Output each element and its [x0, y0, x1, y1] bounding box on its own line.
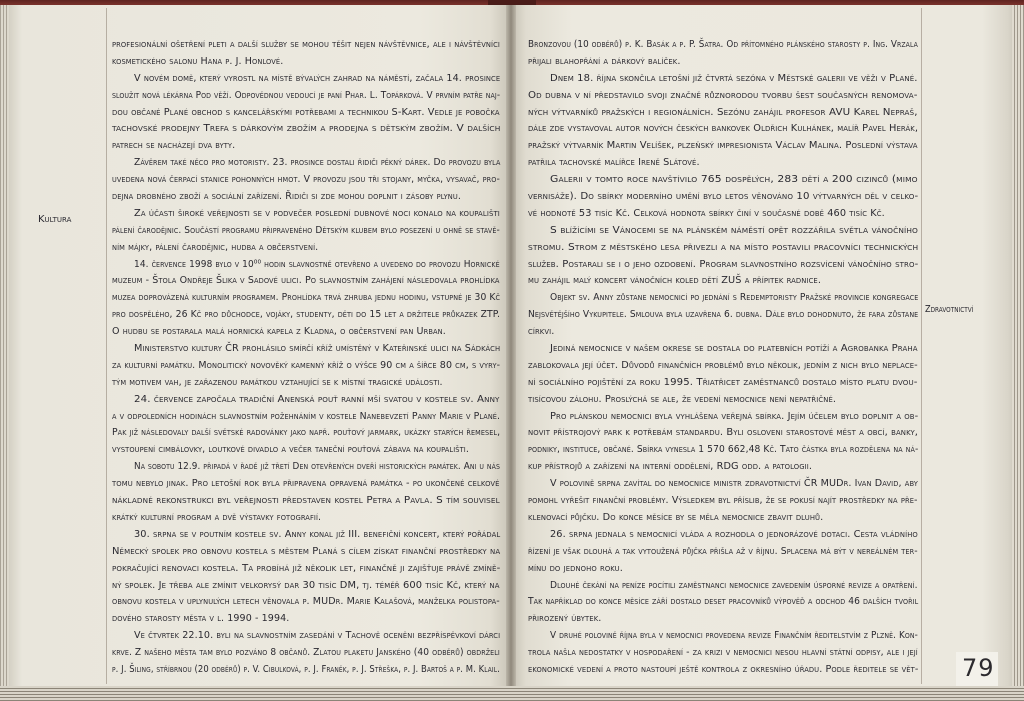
text-line: pomohl vyřešit finanční problémy. Výsledkem byl příslib, že se pokusí najít prostředky na pře- — [528, 495, 918, 507]
page-stack-edge — [0, 5, 9, 689]
text-line: přijali blahopřání a dárkový balíček. — [528, 55, 681, 67]
margin-note-kultura: Kultura — [38, 214, 72, 225]
text-line: V novém domě, který vyrostl na místě bývalých zahrad na náměstí, začala 14. prosince — [134, 72, 501, 84]
text-line: přirozený úbytek. — [528, 613, 602, 625]
text-line: zablokovala její účet. Důvodů finančních problémů bylo několik, jedním z nich bylo neplace- — [528, 359, 918, 371]
paragraph — [528, 37, 918, 71]
paragraph — [528, 578, 918, 629]
text-line: dového starosty města v l. 1990 - 1994. — [112, 613, 290, 625]
text-line: tomu nebylo jinak. Pro letošní rok byla připravena opravená památka - po ukončené celkové — [112, 478, 500, 490]
text-line: muzea doprovázená kulturním programem. Prohlídka trvá zhruba jednu hodinu, vstupné je 30 Kč — [112, 292, 501, 304]
text-line: ní sociálního pojištění za roku 1995. Třiatřicet zaměstnanců dostalo místo platu dvou- — [528, 376, 918, 388]
text-line: patrech se nacházejí dva byty. — [112, 140, 236, 152]
text-line: Dlouhé čekání na peníze pocítili zaměstnanci nemocnice zavedením úsporné revize a opatření. — [550, 579, 918, 591]
text-line: Za účasti široké veřejnosti se v podvečer poslední dubnové noci konalo na koupališti — [134, 207, 500, 219]
text-line: služeb. Postarali se i o jeho ozdobení. Program slavnostního rozsvícení vánočního stro- — [528, 258, 919, 270]
text-line: Pak již následovaly další světské radovánky jako např. pouťový jarmark, ukázky starých řemesel, — [112, 427, 501, 439]
paragraph — [528, 223, 918, 291]
text-line: ných výtvarníků pražských i regionálních. Sezónu zahájil profesor AVU Karel Nepraš, — [528, 106, 918, 118]
margin-rule — [921, 8, 922, 684]
paragraph — [528, 527, 918, 578]
text-line: kup přístrojů a zařízení na interní oddělení, RDG odd. a patologii. — [528, 461, 813, 473]
text-line: dou občané Plané obchod s kancelářskými potřebami a technikou S-Kart. Vedle je pobočka — [112, 106, 500, 118]
paragraph — [112, 71, 500, 155]
text-line: Jediná nemocnice v našem okrese se dostala do platebních potíží a Agrobanka Praha — [550, 343, 918, 355]
text-line: trola našla nedostatky v hospodaření - za krizi v nemocnici nesou hlavní státní odpisy, ale i její — [528, 647, 918, 659]
paragraph — [112, 341, 500, 392]
text-line: uvedena nová čerpací stanice pohonných hmot. V provozu jsou tři stojany, myčka, vysavač, pro- — [112, 174, 500, 186]
text-line: ním májky, pálení čarodějnic, hudba a občerstvení. — [112, 241, 319, 253]
text-line: S blížícími se Vánocemi se na plánském náměstí opět rozzářila světla vánočního — [550, 224, 918, 236]
paragraph — [528, 628, 918, 679]
text-line: dále zde vystavoval autor nových českých bankovek Oldřich Kulhánek, malíř Pavel Herák, — [528, 123, 919, 135]
paragraph — [528, 409, 918, 477]
text-line: Objekt sv. Anny zůstane nemocnicí po jednání s Redemptoristy Pražské provincie kongregace — [550, 292, 919, 304]
text-line: muzeum - Štola Ondřeje Šlika v Sadové ulici. Po slavnostním zahájení následovala prohlídka — [112, 275, 500, 287]
text-line: nákladné rekonstrukci byl veřejnosti představen kostel Petra a Pavla. S tím souvisel — [112, 495, 500, 507]
text-line: tachovské prodejny Trefa s dárkovým zbožím a prodejna s dětským zbožím. V dalších — [112, 123, 501, 135]
right-page-text — [528, 37, 918, 679]
paragraph — [112, 459, 500, 527]
left-page-text — [112, 37, 500, 679]
text-line: Galerii v tomto roce navštívilo 765 dospělých, 283 dětí a 200 cizinců (mimo — [550, 174, 918, 186]
text-line: Bronzovou (10 odběrů) p. K. Basák a p. P. Šatra. Od přítomného plánského starosty p. Ing. Vrzala — [528, 39, 918, 50]
paragraph — [112, 392, 500, 460]
text-line: sloužit nová lékárna Pod věží. Odpovědnou vedoucí je paní Phar. L. Topárková. V prvním patře naj- — [112, 89, 501, 101]
paragraph — [112, 155, 500, 206]
text-line: ný spolek. Je třeba ale zmínit velkorysý dar 30 tisíc DM, tj. téměř 600 tisíc Kč, který na — [112, 579, 500, 591]
text-line: mu zahájil malý koncert vánočních koled dětí ZUŠ a přípitek radnice. — [528, 275, 822, 287]
page-number: 79 — [962, 654, 995, 682]
text-line: Tak například do konce měsíce září dostalo deset pracovníků výpověď a odchod 46 dalších tvořil — [528, 596, 919, 608]
paragraph — [112, 628, 500, 679]
text-line: řízení je však dlouhá a tak vytoužená půjčka přišla až v říjnu. Splacena má být v nereálném ter- — [528, 545, 918, 557]
text-line: krátký kulturní program a dvě výstavky fotografií. — [112, 511, 322, 523]
text-line: tým motivem vah, je zařazenou památkou vztahující se k místní tragické události. — [112, 376, 443, 388]
paragraph — [112, 206, 500, 257]
text-line: Německý spolek pro obnovu kostela s městem Planá s cílem získat finanční prostředky na — [112, 545, 501, 557]
text-line: Od dubna v ní představilo svoji značně různorodou tvorbu šest současných renomova- — [528, 89, 918, 101]
text-line: pražský výtvarník Martin Velíšek, plzeňský impresionista Václav Malina. Poslední výstava — [528, 140, 918, 152]
paragraph — [528, 476, 918, 527]
text-line: dejna drobného zboží a sociální zařízení. Řidiči si zde mohou doplnit i zásoby plynu. — [112, 191, 461, 203]
book-gutter — [506, 5, 516, 689]
text-line: V druhé polovině října byla v nemocnici provedena revize Finančním ředitelstvím z Plzně. Kon- — [550, 630, 918, 642]
text-line: profesionální ošetření pleti a další služby se mohou těšit nejen návštěvnice, ale i návštěvníci — [112, 39, 500, 50]
text-line: obnovu kostela v uplynulých letech věnovala p. MUDr. Marie Kalašová, manželka polistopa- — [112, 596, 500, 608]
text-line: církvi. — [528, 326, 555, 338]
text-line: klenovací půjčku. Do konce měsíce by se měla nemocnice zbavit dluhů. — [528, 511, 824, 523]
margin-rule — [106, 8, 107, 684]
text-line: podniky, instituce, občané. Sbírka vynesla 1 570 662,48 Kč. Tato částka byla rozdělena na ná- — [528, 444, 919, 456]
text-line: novit přístrojový park k potřebám standardu. Byli osloveni starostové měst a obcí, banky, — [528, 427, 919, 439]
text-line: stromu. Strom z městského lesa přivezli a na místo postavili pracovníci technických — [528, 241, 919, 253]
paragraph — [112, 37, 500, 71]
text-line: vé hodnotě 53 tisíc Kč. Celková hodnota sbírky činí v současné době 460 tisíc Kč. — [528, 207, 885, 219]
margin-note-zdravotnictvi: Zdravotnictví — [925, 304, 974, 315]
text-line: tisícovou zálohu. Proslýchá se ale, že vedení nemocnice není nepatřičné. — [528, 393, 837, 405]
text-line: krve. Z našeho města tam bylo pozváno 8 občanů. Zlatou plaketu Janského (40 odběrů) obdrželi — [112, 647, 500, 659]
text-line: 14. července 1998 bylo v 10⁰⁰ hodin slavnostně otevřeno a uvedeno do provozu Hornické — [134, 258, 500, 270]
text-line: 26. srpna jednala s nemocnicí vláda a rozhodla o jednorázové dotaci. Cesta vládního — [550, 528, 918, 540]
text-line: Na sobotu 12.9. připadá v řadě již třetí Den otevřených dveří historických památek. Ani u nás — [134, 461, 500, 473]
text-line: mínu do jednoho roku. — [528, 562, 623, 574]
text-line: pro dospělého, 26 Kč pro důchodce, vojáky, studenty, děti do 15 let a držitele průkazek ZTP. — [112, 309, 501, 321]
text-line: a v odpoledních hodinách slavnostním požehnáním v kostele Nanebevzetí Panny Marie v Plané. — [112, 410, 501, 422]
paragraph — [528, 341, 918, 409]
paragraph — [112, 257, 500, 341]
text-line: vernisáže). Do sbírky moderního umění bylo letos věnováno 10 výtvarných děl v celko- — [528, 191, 919, 203]
text-line: Dnem 18. října skončila letošní již čtvrtá sezóna v Městské galerii ve věži v Plané. — [550, 72, 918, 84]
text-line: Ve čtvrtek 22.10. byli na slavnostním zasedání v Tachově oceněni bezpříspěvkoví dárci — [134, 630, 501, 642]
paragraph — [112, 527, 500, 628]
text-line: Závěrem také něco pro motoristy. 23. prosince dostali řidiči pěkný dárek. Do provozu byla — [134, 157, 501, 169]
text-line: za kulturní památku. Monolitický novověký kamenný kříž o výšce 90 cm a šířce 80 cm, s vyry- — [112, 359, 501, 371]
text-line: pálení čarodějnic. Součástí programu připraveného Dětským klubem bylo posezení u ohně se stavě- — [112, 224, 500, 236]
text-line: patřila tachovské malířce Ireně Slátové. — [528, 157, 700, 169]
text-line: pokračující renovaci kostela. Ta probíhá již několik let, finančně ji zajišťuje právě zmíně- — [112, 562, 501, 574]
text-line: Ministerstvo kultury ČR prohlásilo smírčí kříž umístěný v Kateřinské ulici na Sádkách — [134, 343, 501, 355]
text-line: 30. srpna se v poutním kostele sv. Anny konal již III. benefiční koncert, který pořádal — [134, 528, 501, 540]
text-line: Pro plánskou nemocnici byla vyhlášena veřejná sbírka. Jejím účelem bylo doplnit a ob- — [550, 410, 919, 422]
text-line: 24. července započala tradiční Anenská pouť ranní mší svatou v kostele sv. Anny — [134, 393, 500, 405]
text-line: Nejsvětějšího Vykupitele. Smlouva byla uzavřena 6. dubna. Dále bylo dohodnuto, že fara zůstane — [528, 309, 919, 321]
page-stack-edge — [1012, 5, 1024, 689]
text-line: ekonomické vedení a proto nastoupí ještě kontrola z okresního úřadu. Podle ředitele se vět- — [528, 663, 919, 675]
page-stack-bottom — [0, 686, 1024, 701]
text-line: vystoupení cimbálovky, loutkové divadlo a večer taneční pouťová zábava na koupališti. — [112, 444, 470, 456]
text-line: p. J. Šiling, stříbrnou (20 odběrů) p. V. Cibulková, p. J. Franěk, p. J. Střeška, p. J. Bartoš a p. M. Klail. — [112, 663, 500, 675]
text-line: O hudbu se postarala malá hornická kapela z Kladna, o občerstvení pan Urban. — [112, 326, 446, 338]
paragraph — [528, 71, 918, 172]
paragraph — [528, 290, 918, 341]
paragraph — [528, 172, 918, 223]
text-line: V polovině srpna zavítal do nemocnice ministr zdravotnictví ČR MUDr. Ivan David, aby — [550, 478, 918, 490]
text-line: kosmetického salonu Hana p. J. Honlové. — [112, 55, 284, 67]
